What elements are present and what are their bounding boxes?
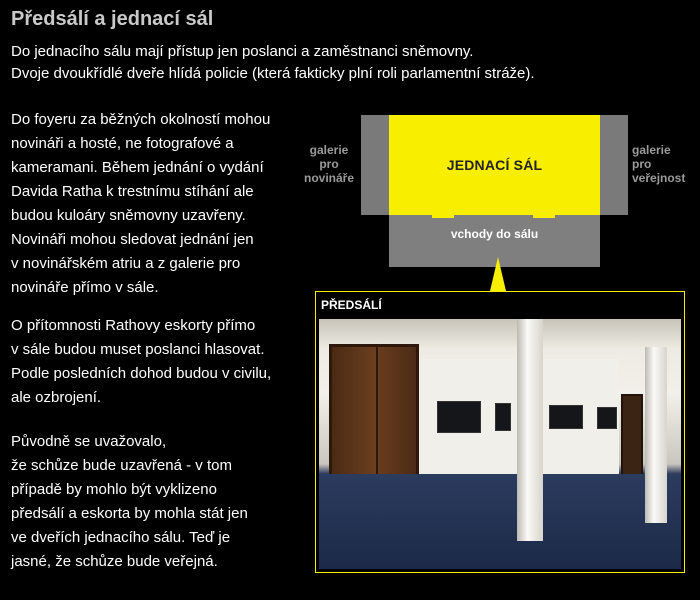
text-line: v sále budou muset poslanci hlasovat.: [11, 341, 265, 358]
pointer-arrow-icon: [490, 257, 506, 291]
gallery-public: [600, 115, 628, 215]
text-line: v novinářském atriu a z galerie pro: [11, 255, 241, 272]
text-line: novináře přímo v sále.: [11, 279, 159, 296]
page-title: Předsálí a jednací sál: [11, 8, 214, 30]
text-line: O přítomnosti Rathovy eskorty přímo: [11, 317, 256, 334]
photo-caption: PŘEDSÁLÍ: [321, 298, 382, 312]
text-line: Novináři mohou sledovat jednání jen: [11, 231, 254, 248]
photo-column: [517, 319, 543, 541]
gallery-line: galerie: [309, 143, 349, 157]
paragraph-escort: [11, 314, 271, 410]
text-line: ve dveřích jednacího sálu. Teď je: [11, 529, 231, 546]
hall-door: [432, 212, 454, 218]
photo-ceiling: [319, 319, 681, 347]
photo-picture-frame: [437, 401, 481, 433]
photo-picture-frame: [597, 407, 617, 429]
gallery-public-label: [632, 143, 685, 185]
text-line: jasné, že schůze bude veřejná.: [11, 553, 218, 570]
text-line: případě by mohlo být vyklizeno: [11, 481, 217, 498]
gallery-line: novináře: [303, 171, 354, 185]
intro-text: [11, 41, 535, 85]
gallery-journalists-label: [300, 143, 358, 185]
photo-picture-frame: [549, 405, 583, 429]
text-line: budou kuloáry sněmovny uzavřeny.: [11, 207, 246, 224]
text-line: ale ozbrojení.: [11, 389, 102, 406]
text-line: Původně se uvažovalo,: [11, 433, 167, 450]
anteroom-photo: [319, 319, 681, 569]
photo-carpet-floor: [319, 474, 681, 569]
photo-column: [645, 347, 667, 523]
text-line: že schůze bude uzavřená - v tom: [11, 457, 232, 474]
gallery-line: pro: [632, 157, 652, 171]
intro-line: Dvoje dvoukřídlé dveře hlídá policie (která fakticky plní roli parlamentní stráže).: [11, 65, 535, 82]
gallery-journalists: [361, 115, 389, 215]
assembly-hall: [389, 115, 600, 215]
hall-door: [533, 212, 555, 218]
text-line: Do foyeru za běžných okolností mohou: [11, 111, 271, 128]
hall-diagram: [300, 110, 700, 290]
text-line: předsálí a eskorta by mohla stát jen: [11, 505, 248, 522]
assembly-hall-label: JEDNACÍ SÁL: [446, 157, 543, 173]
photo-picture-frame: [495, 403, 511, 431]
paragraph-foyer: [11, 108, 270, 300]
text-line: novináři a hosté, ne fotografové a: [11, 135, 234, 152]
text-line: kameramani. Během jednání o vydání: [11, 159, 264, 176]
photo-far-door: [621, 394, 643, 484]
text-line: Davida Ratha k trestnímu stíhání ale: [11, 183, 254, 200]
entrance-label: vchody do sálu: [450, 227, 539, 241]
gallery-line: pro: [319, 157, 339, 171]
text-line: Podle posledních dohod budou v civilu,: [11, 365, 272, 382]
paragraph-session: [11, 430, 248, 574]
intro-line: Do jednacího sálu mají přístup jen poslanci a zaměstnanci sněmovny.: [11, 43, 474, 60]
gallery-line: galerie: [632, 143, 671, 157]
gallery-line: veřejnost: [632, 171, 686, 185]
anteroom-photo-box: [315, 291, 685, 573]
